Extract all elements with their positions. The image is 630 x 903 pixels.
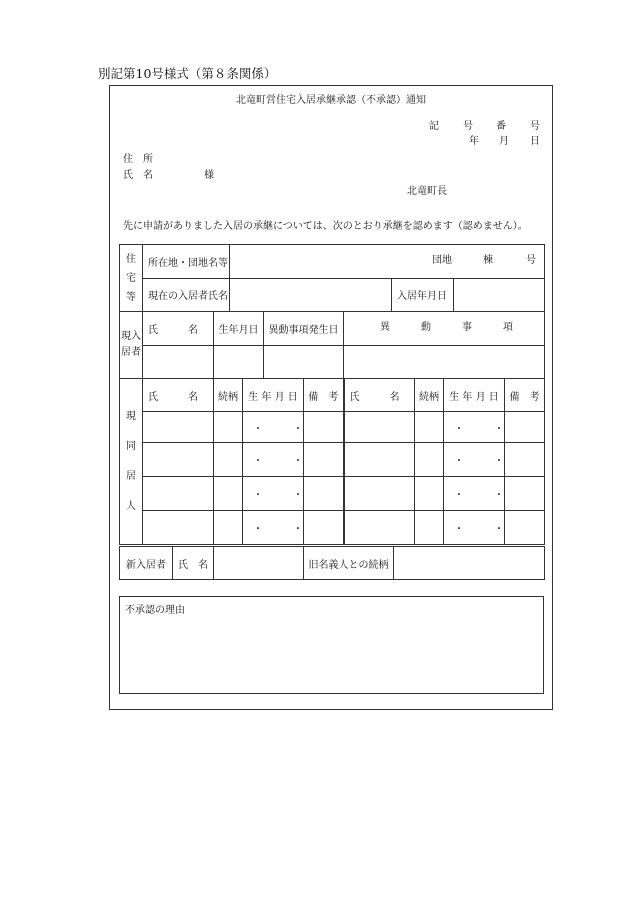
relation-to-former-field[interactable]: [394, 547, 545, 580]
doc-number-char-3: 番: [496, 121, 506, 132]
relation-to-former-label: 旧名義人との続柄: [304, 547, 394, 580]
cohabitant-relation-field[interactable]: [415, 511, 444, 545]
resident-birth-field[interactable]: [214, 345, 264, 379]
location-label: 所在地・団地名等: [143, 245, 230, 279]
cohabitant-birth-label-left: 生 年 月 日: [243, 379, 304, 412]
current-tenant-label: 現在の入居者氏名: [143, 278, 230, 312]
move-in-date-label: 入居年月日: [392, 278, 454, 312]
cohabitant-name-field[interactable]: [344, 511, 415, 545]
notice-title: 北竜町営住宅入居承継承認（不承認）通知: [236, 95, 426, 106]
cohabitant-name-label-right: 氏 名: [344, 379, 415, 412]
cohabitant-name-label-left: 氏 名: [143, 379, 214, 412]
new-tenant-label: 新入居者: [120, 547, 173, 580]
new-tenant-name-label: 氏 名: [173, 547, 214, 580]
rejection-reason-box[interactable]: [119, 596, 544, 694]
date-year: 年: [469, 136, 479, 147]
issuer: 北竜町長: [407, 186, 447, 197]
danchi-label: 団地: [432, 255, 452, 266]
cohabitant-name-field[interactable]: [344, 477, 415, 511]
event-items-field[interactable]: [344, 345, 545, 379]
unit-label: 号: [526, 255, 536, 266]
cohabitant-birth-field[interactable]: ・ ・: [444, 412, 505, 443]
cohabitant-name-field[interactable]: [344, 412, 415, 443]
cohabitant-birth-field[interactable]: ・ ・: [243, 412, 304, 443]
cohabitant-relation-field[interactable]: [214, 443, 243, 477]
date-month: 月: [499, 136, 509, 147]
event-items-label: 異 動 事 項: [344, 312, 545, 346]
cohabitant-name-field[interactable]: [143, 443, 214, 477]
cohabitant-name-field[interactable]: [143, 511, 214, 545]
body-text: 先に申請がありました入居の承継については、次のとおり承継を認めます（認めません）。: [123, 221, 528, 232]
new-tenant-name-field[interactable]: [214, 547, 304, 580]
cohabitant-birth-field[interactable]: ・ ・: [444, 443, 505, 477]
cohabitant-relation-field[interactable]: [415, 412, 444, 443]
housing-table: [119, 244, 545, 312]
move-in-date-field[interactable]: [454, 278, 545, 312]
resident-name-field[interactable]: [143, 345, 214, 379]
cohabitants-table: [119, 378, 545, 545]
rejection-reason-label: 不承認の理由: [125, 605, 185, 616]
address-label: 住 所: [123, 154, 153, 165]
doc-number-char-4: 号: [530, 121, 540, 132]
building-label: 棟: [483, 255, 493, 266]
cohabitant-remarks-label-left: 備 考: [304, 379, 344, 412]
cohabitant-name-field[interactable]: [344, 443, 415, 477]
cohabitant-birth-field[interactable]: ・ ・: [243, 511, 304, 545]
current-tenant-field[interactable]: [230, 278, 392, 312]
cohabitant-birth-field[interactable]: ・ ・: [444, 511, 505, 545]
resident-name-label: 氏 名: [143, 312, 214, 346]
cohabitant-name-field[interactable]: [143, 477, 214, 511]
event-date-field[interactable]: [264, 345, 344, 379]
date-day: 日: [530, 136, 540, 147]
cohabitant-relation-label-right: 続柄: [415, 379, 444, 412]
new-tenant-table: [119, 546, 545, 580]
resident-birth-label: 生年月日: [214, 312, 264, 346]
cohabitant-relation-field[interactable]: [415, 443, 444, 477]
honorific: 様: [204, 170, 214, 181]
housing-header: 住 宅 等: [120, 245, 143, 312]
cohabitant-relation-label-left: 続柄: [214, 379, 243, 412]
cohabitant-birth-field[interactable]: ・ ・: [444, 477, 505, 511]
form-heading: 別記第10号様式（第８条関係）: [98, 66, 277, 81]
cohabitants-header: 現 同 居 人: [120, 379, 143, 545]
cohabitant-relation-field[interactable]: [415, 477, 444, 511]
cohabitant-name-field[interactable]: [143, 412, 214, 443]
doc-number-char-1: 記: [429, 121, 439, 132]
cohabitant-relation-field[interactable]: [214, 477, 243, 511]
cohabitant-remarks-label-right: 備 考: [505, 379, 545, 412]
cohabitant-relation-field[interactable]: [214, 412, 243, 443]
event-date-label: 異動事項発生日: [264, 312, 344, 346]
cohabitant-relation-field[interactable]: [214, 511, 243, 545]
current-residents-table: [119, 311, 545, 379]
cohabitant-birth-label-right: 生 年 月 日: [444, 379, 505, 412]
cohabitant-birth-field[interactable]: ・ ・: [243, 443, 304, 477]
doc-number-char-2: 号: [463, 121, 473, 132]
current-residents-header: 現入 居者: [120, 312, 143, 379]
name-label: 氏 名: [123, 170, 153, 181]
cohabitant-birth-field[interactable]: ・ ・: [243, 477, 304, 511]
location-field[interactable]: [230, 245, 545, 279]
